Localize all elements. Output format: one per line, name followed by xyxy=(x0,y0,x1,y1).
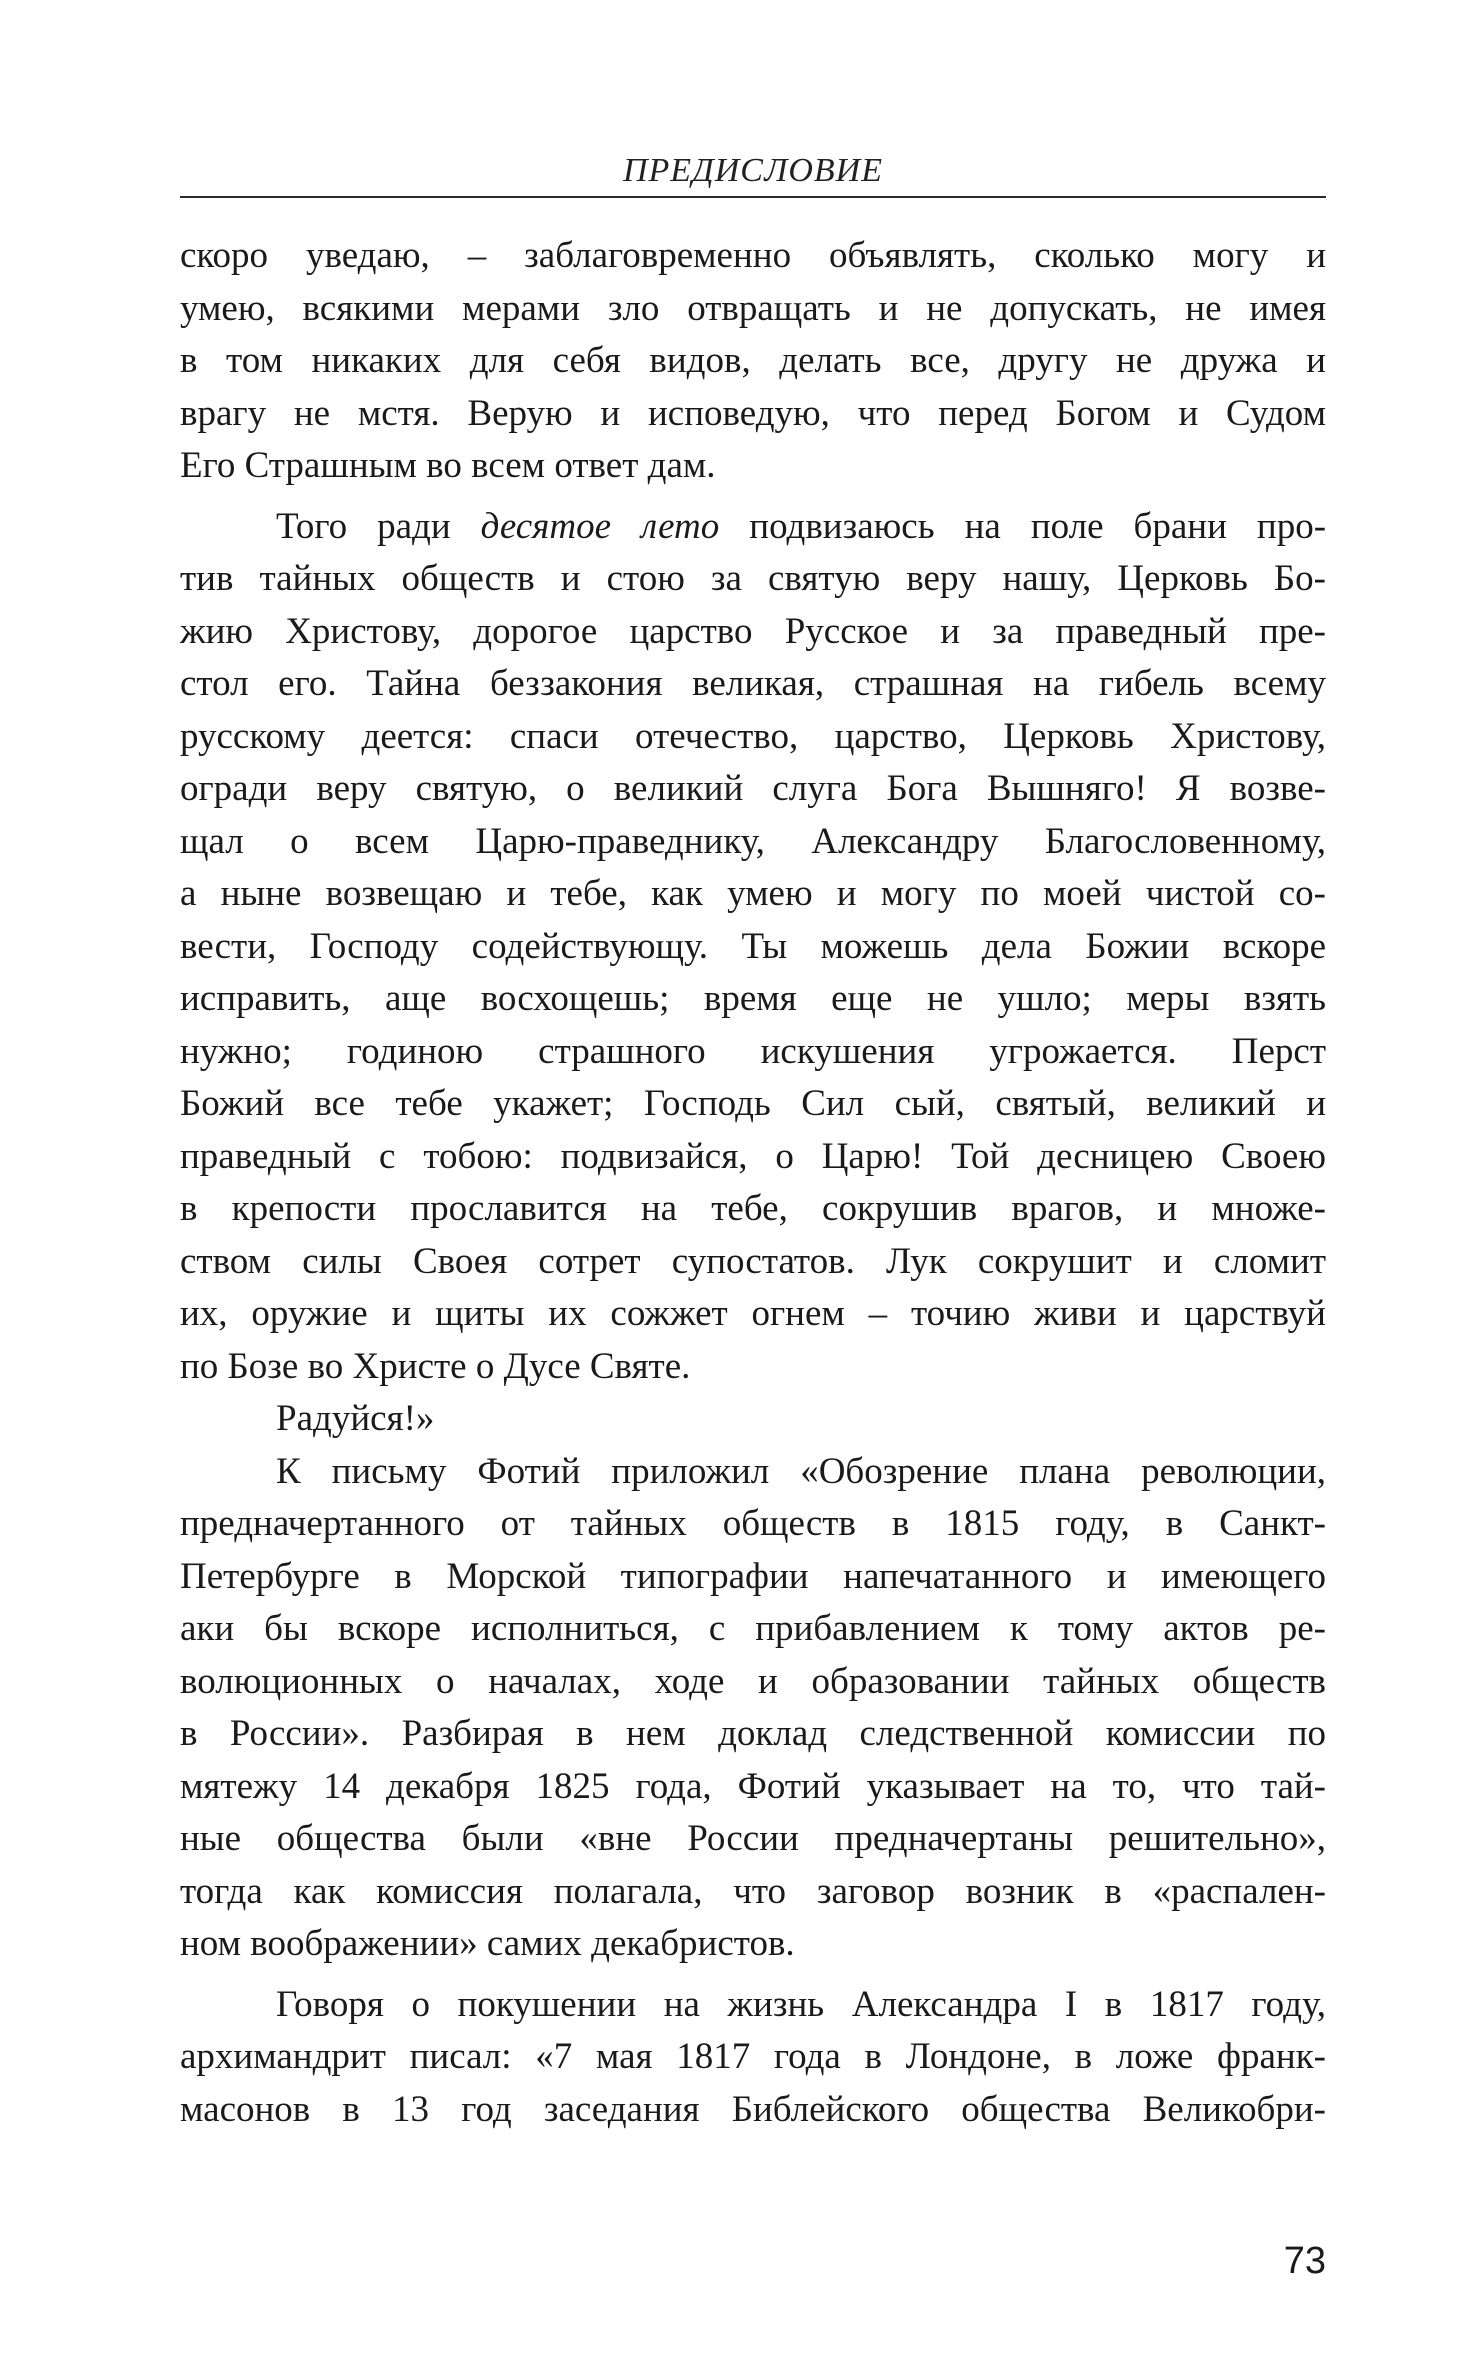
text-line: Радуйся!» xyxy=(276,1398,435,1439)
text-line: их, оружие и щиты их сожжет огнем – точию живи и царствуй xyxy=(180,1293,1326,1334)
text-line: Божий все тебе укажет; Господь Сил сый, святый, великий и xyxy=(180,1083,1326,1124)
text-line: скоро уведаю, – заблаговременно объявлять, сколько могу и xyxy=(180,235,1326,276)
text-line: тогда как комиссия полагала, что заговор возник в «распален- xyxy=(180,1870,1326,1912)
text-line: русскому деется: спаси отечество, царство, Церковь Христову, xyxy=(180,715,1326,757)
text-line: жию Христову, дорогое царство Русское и за праведный пре- xyxy=(180,610,1326,652)
body-text xyxy=(180,230,1326,2136)
italic-emphasis: десятое лето xyxy=(480,505,720,547)
text-line: умею, всякими мерами зло отвращать и не допускать, не имея xyxy=(180,287,1326,329)
text-line: по Бозе во Христе о Дусе Святе. xyxy=(180,1345,691,1387)
paragraph-gap xyxy=(180,493,1326,501)
text-line: К письму Фотий приложил «Обозрение плана революции, xyxy=(276,1450,1326,1492)
text-line: ном воображении» самих декабристов. xyxy=(180,1923,795,1964)
text-line: архимандрит писал: «7 мая 1817 года в Лондоне, в ложе франк- xyxy=(180,2036,1326,2077)
text-line: волюционных о началах, ходе и образовании тайных обществ xyxy=(180,1660,1326,1702)
text-line: в том никаких для себя видов, делать все, другу не дружа и xyxy=(180,340,1326,381)
text-line: Говоря о покушении на жизнь Александра I в 1817 году, xyxy=(276,1983,1326,2025)
text-line xyxy=(180,501,1326,554)
book-page xyxy=(180,0,1326,2362)
text-line: Его Страшным во всем ответ дам. xyxy=(180,445,716,486)
text-line: ством силы Своея сотрет супостатов. Лук сокрушит и сломит xyxy=(180,1240,1326,1282)
text-line: праведный с тобою: подвизайся, о Царю! Той десницею Своею xyxy=(180,1135,1326,1177)
text-line: исправить, аще восхощешь; время еще не ушло; меры взять xyxy=(180,978,1326,1019)
text-line: в крепости прославится на тебе, сокрушив врагов, и множе- xyxy=(180,1188,1326,1229)
text-line: вести, Господу содействующу. Ты можешь дела Божии вскоре xyxy=(180,925,1326,967)
text-line: ные общества были «вне России предначертаны решительно», xyxy=(180,1818,1326,1859)
text-span: подвизаюсь на поле брани про- xyxy=(719,505,1327,547)
text-line: а ныне возвещаю и тебе, как умею и могу по моей чистой со- xyxy=(180,873,1326,914)
text-span: Того ради xyxy=(276,505,481,547)
text-line: предначертанного от тайных обществ в 1815 году, в Санкт- xyxy=(180,1503,1326,1544)
text-line: щал о всем Царю-праведнику, Александру Благословенному, xyxy=(180,820,1326,862)
text-line: стол его. Тайна беззакония великая, страшная на гибель всему xyxy=(180,663,1326,704)
text-line: в России». Разбирая в нем доклад следственной комиссии по xyxy=(180,1713,1326,1754)
text-line: нужно; годиною страшного искушения угрожается. Перст xyxy=(180,1030,1326,1072)
text-line: огради веру святую, о великий слуга Бога Вышняго! Я возве- xyxy=(180,768,1326,809)
page-number: 73 xyxy=(1283,2240,1326,2282)
text-line: масонов в 13 год заседания Библейского общества Великобри- xyxy=(180,2088,1326,2130)
text-line: врагу не мстя. Верую и исповедую, что перед Богом и Судом xyxy=(180,392,1326,434)
text-line: аки бы вскоре исполниться, с прибавлением к тому актов ре- xyxy=(180,1608,1326,1649)
text-line: мятежу 14 декабря 1825 года, Фотий указывает на то, что тай- xyxy=(180,1765,1326,1807)
header-rule xyxy=(180,196,1326,198)
running-head: ПРЕДИСЛОВИЕ xyxy=(622,152,884,189)
paragraph-gap xyxy=(180,1971,1326,1979)
text-line: тив тайных обществ и стою за святую веру нашу, Церковь Бо- xyxy=(180,558,1326,599)
text-line: Петербурге в Морской типографии напечатанного и имеющего xyxy=(180,1555,1326,1597)
